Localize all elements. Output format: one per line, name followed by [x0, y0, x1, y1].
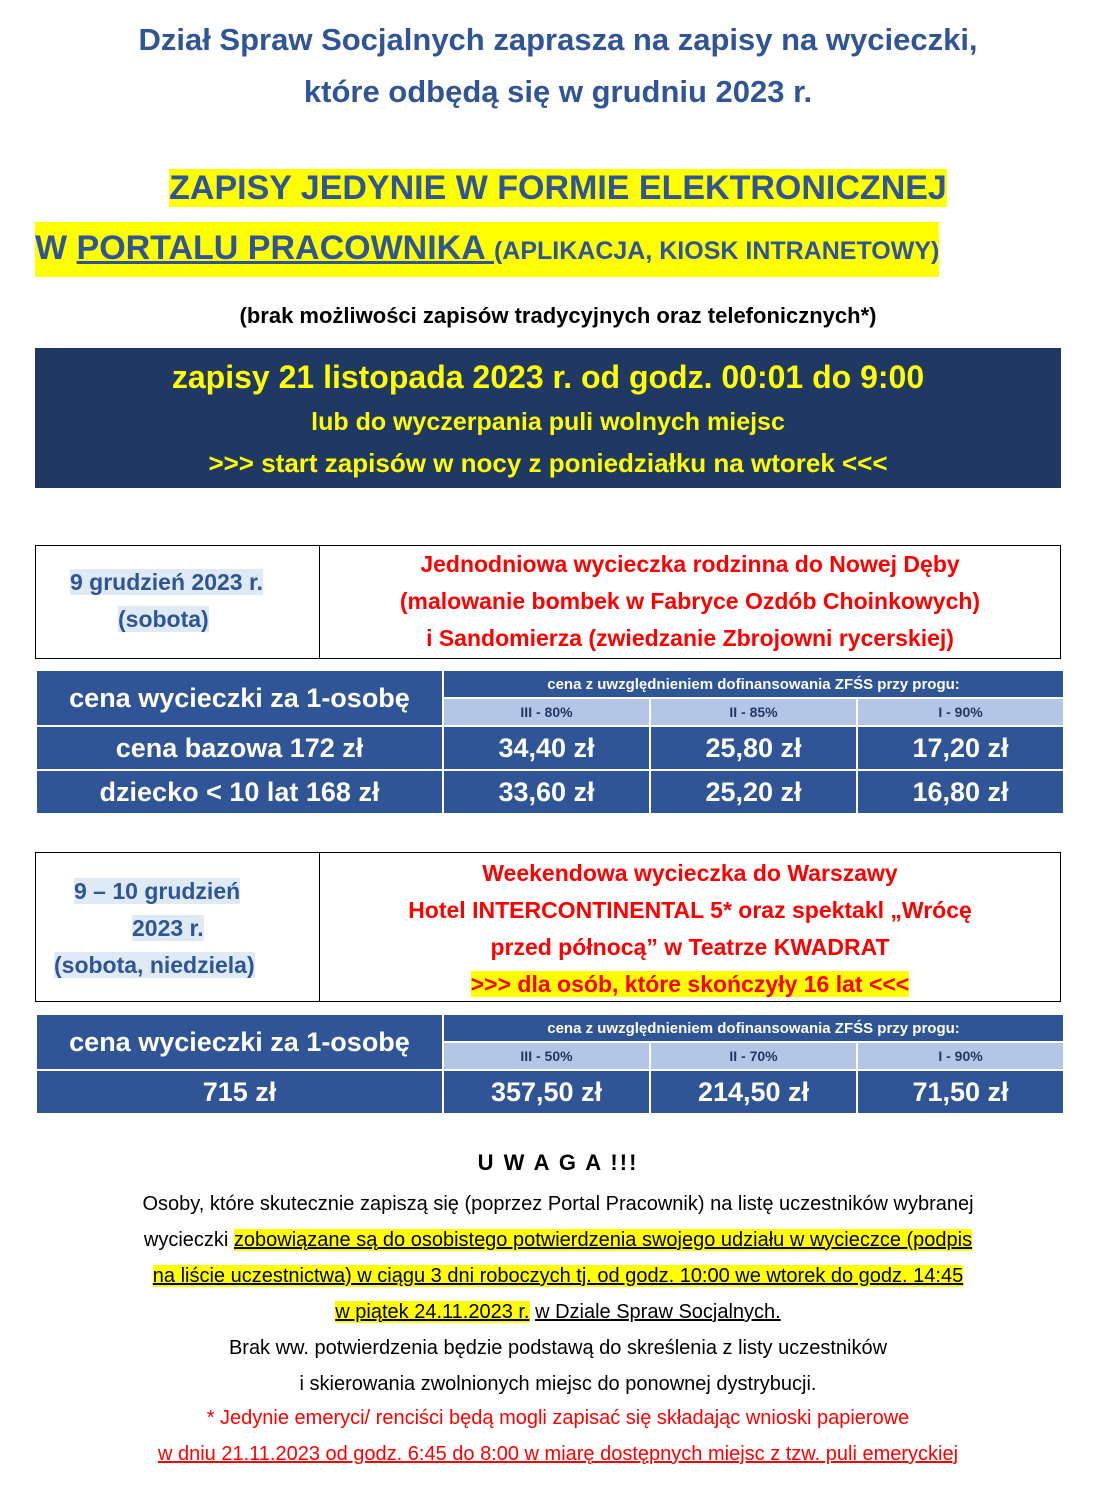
- signup-date-banner: [35, 348, 1061, 488]
- trip-2-price-table: [35, 1013, 1065, 1115]
- trip-2-info: [35, 852, 1061, 1002]
- trip-2-desc-line-3: przed północą” w Teatrze KWADRAT: [490, 934, 890, 960]
- subsidy-header: cena z uwzględnieniem dofinansowania ZFŚS przy progu:: [443, 1014, 1064, 1042]
- trip-2-date-line-1: 9 – 10 grudzień: [74, 878, 241, 904]
- price-cell: 17,20 zł: [857, 726, 1064, 770]
- warning-line-4-highlight: w piątek 24.11.2023 r.: [335, 1301, 530, 1323]
- retiree-footnote: [0, 1400, 1116, 1472]
- trip-2-age-requirement: >>> dla osób, które skończyły 16 lat <<<: [470, 971, 910, 997]
- trip-2-date-line-3: (sobota, niedziela): [54, 952, 255, 978]
- trip-2-description: [320, 853, 1060, 1001]
- row-label: 715 zł: [36, 1070, 443, 1114]
- trip-1-desc-line-1: Jednodniowa wycieczka rodzinna do Nowej Dęby: [420, 551, 960, 577]
- trip-2-date-line-2: 2023 r.: [132, 915, 204, 941]
- trip-2-desc-line-1: Weekendowa wycieczka do Warszawy: [482, 860, 898, 886]
- portal-notice: [35, 222, 939, 277]
- warning-line-4: [0, 1294, 1116, 1330]
- threshold-cell: I - 90%: [857, 1042, 1064, 1070]
- footnote-line-1: * Jedynie emeryci/ renciści będą mogli zapisać się składając wnioski papierowe: [206, 1407, 910, 1429]
- price-cell: 214,50 zł: [650, 1070, 857, 1114]
- table-row: [36, 770, 1064, 814]
- threshold-cell: II - 85%: [650, 698, 857, 726]
- title-line-1: Dział Spraw Socjalnych zaprasza na zapisy na wycieczki,: [138, 22, 978, 57]
- trip-1-info: [35, 545, 1061, 659]
- warning-line-5: Brak ww. potwierdzenia będzie podstawą do skreślenia z listy uczestników: [228, 1337, 888, 1359]
- warning-body: [0, 1186, 1116, 1402]
- electronic-signup-notice: [0, 162, 1116, 214]
- portal-prefix: W: [35, 229, 77, 267]
- warning-line-3-highlight: na liście uczestnictwa) w ciągu 3 dni roboczych tj. od godz. 10:00 we wtorek do godz. 14:45: [152, 1265, 964, 1287]
- banner-line-1: zapisy 21 listopada 2023 r. od godz. 00:01 do 9:00: [171, 359, 925, 395]
- trip-1-desc-line-3: i Sandomierza (zwiedzanie Zbrojowni rycerskiej): [426, 625, 954, 651]
- trip-1-description: [320, 546, 1060, 658]
- row-label: dziecko < 10 lat 168 zł: [36, 770, 443, 814]
- no-traditional-signup-note: (brak możliwości zapisów tradycyjnych oraz telefonicznych*): [239, 303, 877, 328]
- price-cell: 357,50 zł: [443, 1070, 650, 1114]
- price-cell: 16,80 zł: [857, 770, 1064, 814]
- threshold-cell: II - 70%: [650, 1042, 857, 1070]
- warning-line-2: [0, 1222, 1116, 1258]
- table-row: [36, 1070, 1064, 1114]
- page-title: [0, 14, 1116, 118]
- price-cell: 33,60 zł: [443, 770, 650, 814]
- row-label: cena bazowa 172 zł: [36, 726, 443, 770]
- trip-2-desc-line-2: Hotel INTERCONTINENTAL 5* oraz spektakl „Wrócę: [408, 897, 972, 923]
- trip-2-date: [36, 853, 320, 1001]
- trip-1-date: [36, 546, 320, 658]
- title-line-2: które odbędą się w grudniu 2023 r.: [303, 74, 813, 109]
- banner-line-2: lub do wyczerpania puli wolnych miejsc: [311, 408, 785, 436]
- trip-1-date-line-2: (sobota): [118, 606, 209, 632]
- trip-1-price-table: [35, 669, 1065, 815]
- warning-line-6: i skierowania zwolnionych miejsc do ponownej dystrybucji.: [299, 1373, 817, 1395]
- footnote-line-2: w dniu 21.11.2023 od godz. 6:45 do 8:00 w miarę dostępnych miejsc z tzw. puli emeryckiej: [157, 1443, 959, 1465]
- warning-line-2-highlight: zobowiązane są do osobistego potwierdzenia swojego udziału w wycieczce (podpis: [233, 1229, 973, 1251]
- threshold-cell: III - 50%: [443, 1042, 650, 1070]
- price-cell: 34,40 zł: [443, 726, 650, 770]
- price-cell: 25,80 zł: [650, 726, 857, 770]
- trip-1-desc-line-2: (malowanie bombek w Fabryce Ozdób Choinkowych): [399, 588, 981, 614]
- price-cell: 71,50 zł: [857, 1070, 1064, 1114]
- price-header-label: cena wycieczki za 1-osobę: [36, 1014, 443, 1070]
- warning-heading: U W A G A !!!: [477, 1150, 639, 1175]
- warning-line-3: [0, 1258, 1116, 1294]
- trip-1-date-line-1: 9 grudzień 2023 r.: [70, 569, 264, 595]
- subsidy-header: cena z uwzględnieniem dofinansowania ZFŚS przy progu:: [443, 670, 1064, 698]
- warning-line-2-plain: wycieczki: [143, 1229, 234, 1251]
- portal-name: PORTALU PRACOWNIKA: [76, 229, 494, 267]
- threshold-cell: I - 90%: [857, 698, 1064, 726]
- price-cell: 25,20 zł: [650, 770, 857, 814]
- notice-line-1: ZAPISY JEDYNIE W FORMIE ELEKTRONICZNEJ: [169, 169, 947, 207]
- portal-channels: (APLIKACJA, KIOSK INTRANETOWY): [493, 237, 940, 265]
- warning-line-4-underlined: w Dziale Spraw Socjalnych.: [535, 1301, 781, 1323]
- warning-line-1: Osoby, które skutecznie zapiszą się (poprzez Portal Pracownik) na listę uczestników wybranej: [142, 1193, 974, 1215]
- price-header-label: cena wycieczki za 1-osobę: [36, 670, 443, 726]
- table-row: [36, 726, 1064, 770]
- banner-line-3: >>> start zapisów w nocy z poniedziałku na wtorek <<<: [208, 448, 888, 478]
- threshold-cell: III - 80%: [443, 698, 650, 726]
